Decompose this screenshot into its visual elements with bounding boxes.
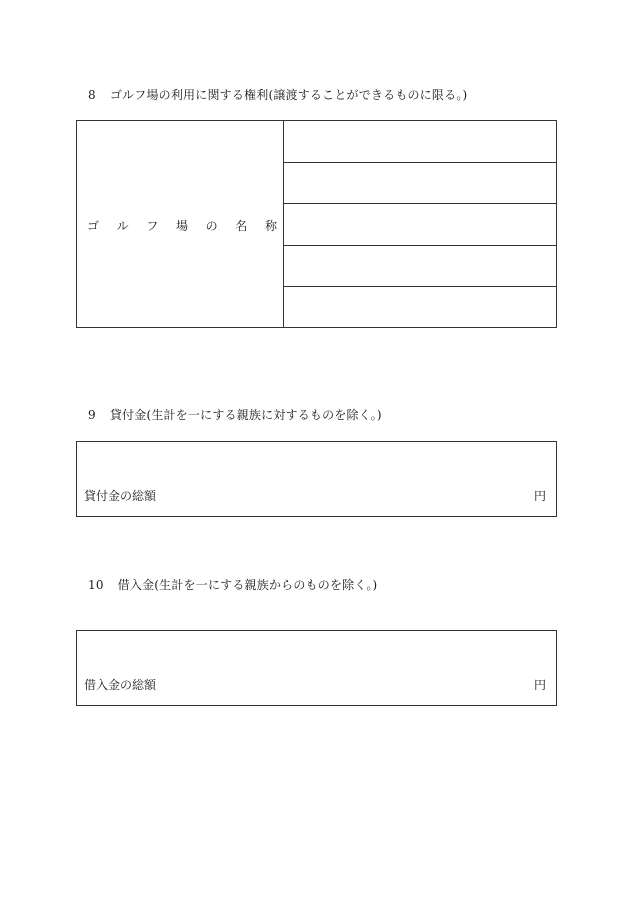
- section-10-number: 10: [88, 578, 104, 592]
- label-char: の: [205, 219, 218, 233]
- section-8-title: ゴルフ場の利用に関する権利(譲渡することができるものに限る。): [109, 88, 468, 102]
- label-char: 場: [175, 219, 188, 233]
- section-10-heading: [88, 576, 377, 593]
- golf-course-name-field-1[interactable]: [284, 121, 556, 163]
- golf-course-name-field-4[interactable]: [284, 246, 556, 288]
- loans-receivable-box[interactable]: [76, 441, 557, 517]
- label-char: ゴ: [87, 219, 100, 233]
- golf-course-name-rows: [284, 121, 556, 327]
- golf-course-name-label-cell: [77, 121, 284, 327]
- golf-course-name-field-2[interactable]: [284, 163, 556, 205]
- section-9-number: 9: [88, 408, 96, 422]
- golf-course-table: [76, 120, 557, 328]
- label-char: ル: [116, 219, 129, 233]
- golf-course-name-field-5[interactable]: [284, 287, 556, 329]
- yen-unit: 円: [533, 678, 546, 692]
- label-char: フ: [146, 219, 159, 233]
- loans-receivable-total-label: 貸付金の総額: [84, 489, 157, 503]
- label-char: 名: [235, 219, 248, 233]
- section-10-title: 借入金(生計を一にする親族からのものを除く。): [117, 578, 378, 592]
- section-8-heading: [88, 86, 467, 103]
- golf-course-name-field-3[interactable]: [284, 204, 556, 246]
- yen-unit: 円: [533, 489, 546, 503]
- loans-payable-total-label: 借入金の総額: [84, 678, 157, 692]
- section-9-heading: [88, 406, 382, 423]
- section-8-number: 8: [88, 88, 96, 102]
- label-char: 称: [264, 219, 277, 233]
- golf-course-name-label: [87, 217, 277, 234]
- loans-payable-box[interactable]: [76, 630, 557, 706]
- section-9-title: 貸付金(生計を一にする親族に対するものを除く。): [109, 408, 382, 422]
